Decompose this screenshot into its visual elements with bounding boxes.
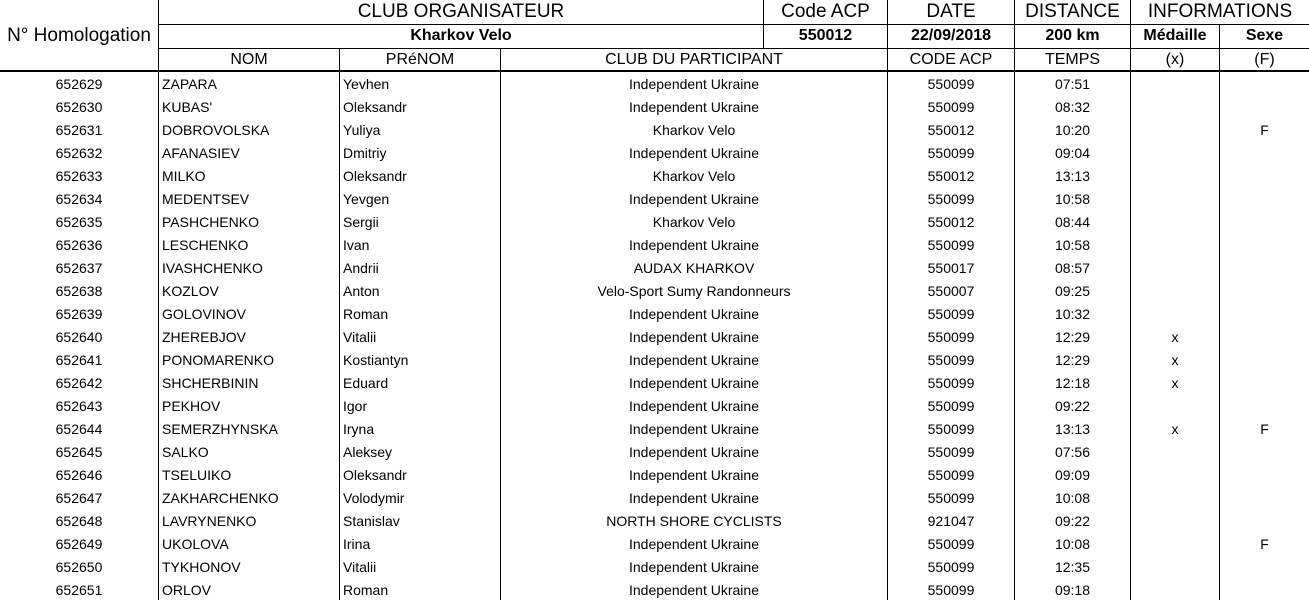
club-cell: Kharkov Velo — [652, 213, 736, 230]
date-header: DATE — [926, 1, 976, 22]
nom-cell: IVASHCHENKO — [162, 259, 263, 276]
prenom-cell: Oleksandr — [343, 167, 407, 184]
temps-cell: 13:13 — [1054, 167, 1091, 184]
nom-cell: SALKO — [162, 443, 209, 460]
medaille-cell — [1131, 279, 1219, 302]
homologation-cell: 652650 — [55, 558, 103, 575]
nom-cell: MILKO — [162, 167, 206, 184]
temps-cell: 12:29 — [1054, 351, 1091, 368]
temps-cell: 09:09 — [1054, 466, 1091, 483]
club-participant-header: CLUB DU PARTICIPANT — [605, 50, 783, 68]
homologation-cell: 652639 — [55, 305, 103, 322]
homologation-cell: 652641 — [55, 351, 103, 368]
nom-cell: ZAKHARCHENKO — [162, 489, 279, 506]
prenom-cell: Eduard — [343, 374, 389, 391]
code-acp-cell: 550099 — [927, 98, 975, 115]
nom-cell: LESCHENKO — [162, 236, 249, 253]
homologation-cell: 652647 — [55, 489, 103, 506]
homologation-cell: 652648 — [55, 512, 103, 529]
homologation-cell: 652633 — [55, 167, 103, 184]
medaille-cell — [1131, 440, 1219, 463]
table-row — [0, 325, 1309, 348]
club-cell: Independent Ukraine — [629, 305, 759, 322]
code-acp-cell: 550007 — [927, 282, 975, 299]
code-acp-cell: 550099 — [927, 236, 975, 253]
homologation-cell: 652642 — [55, 374, 103, 391]
medaille-cell — [1131, 486, 1219, 509]
table-row — [0, 302, 1309, 325]
table-row — [0, 463, 1309, 486]
table-row — [0, 141, 1309, 164]
temps-cell: 09:04 — [1054, 144, 1091, 161]
club-cell: Independent Ukraine — [629, 420, 759, 437]
prenom-cell: Yevgen — [343, 190, 390, 207]
homologation-cell: 652636 — [55, 236, 103, 253]
nom-cell: PONOMARENKO — [162, 351, 275, 368]
code-acp-cell: 550099 — [927, 581, 975, 598]
prenom-cell: Igor — [343, 397, 368, 414]
medaille-cell: x — [1171, 351, 1179, 368]
temps-cell: 12:35 — [1054, 558, 1091, 575]
prenom-cell: Dmitriy — [343, 144, 387, 161]
medaille-cell — [1131, 578, 1219, 601]
code-acp-cell: 550099 — [927, 466, 975, 483]
code-acp-header: Code ACP — [781, 1, 870, 22]
code-acp-cell: 550099 — [927, 558, 975, 575]
homologation-cell: 652634 — [55, 190, 103, 207]
sexe-cell — [1220, 302, 1309, 325]
homologation-cell: 652631 — [55, 121, 103, 138]
prenom-cell: Ivan — [343, 236, 370, 253]
prenom-cell: Vitalii — [343, 328, 377, 345]
sexe-cell: F — [1260, 535, 1269, 552]
sexe-cell: F — [1260, 420, 1269, 437]
sexe-cell — [1220, 187, 1309, 210]
code-acp-cell: 550099 — [927, 328, 975, 345]
distance-value: 200 km — [1045, 27, 1100, 44]
medaille-cell: x — [1171, 374, 1179, 391]
medaille-cell — [1131, 72, 1219, 95]
temps-cell: 08:32 — [1054, 98, 1091, 115]
homologation-cell: 652644 — [55, 420, 103, 437]
club-cell: Independent Ukraine — [629, 581, 759, 598]
nom-cell: PASHCHENKO — [162, 213, 259, 230]
table-row — [0, 256, 1309, 279]
prenom-cell: Aleksey — [343, 443, 393, 460]
table-row — [0, 279, 1309, 302]
prenom-cell: Anton — [343, 282, 380, 299]
sexe-header: Sexe — [1245, 27, 1284, 44]
sexe-cell — [1220, 164, 1309, 187]
table-row — [0, 371, 1309, 394]
nom-cell: GOLOVINOV — [162, 305, 247, 322]
temps-cell: 13:13 — [1054, 420, 1091, 437]
medaille-cell — [1131, 95, 1219, 118]
nom-cell: MEDENTSEV — [162, 190, 250, 207]
temps-cell: 12:18 — [1054, 374, 1091, 391]
club-cell: Independent Ukraine — [629, 374, 759, 391]
sexe-cell — [1220, 440, 1309, 463]
sexe-cell — [1220, 509, 1309, 532]
temps-cell: 10:58 — [1054, 190, 1091, 207]
nom-cell: TSELUIKO — [162, 466, 232, 483]
prenom-cell: Yuliya — [343, 121, 381, 138]
code-acp-column-header: CODE ACP — [909, 50, 993, 68]
code-acp-cell: 550099 — [927, 397, 975, 414]
homologation-cell: 652629 — [55, 75, 103, 92]
temps-cell: 08:57 — [1054, 259, 1091, 276]
table-row — [0, 417, 1309, 440]
code-acp-cell: 550012 — [927, 213, 975, 230]
prenom-cell: Roman — [343, 581, 389, 598]
nom-cell: SEMERZHYNSKA — [162, 420, 278, 437]
sexe-cell — [1220, 578, 1309, 601]
nom-cell: ZAPARA — [162, 75, 217, 92]
table-row — [0, 555, 1309, 578]
club-cell: Independent Ukraine — [629, 397, 759, 414]
medaille-hint: (x) — [1165, 50, 1185, 68]
code-acp-cell: 550099 — [927, 489, 975, 506]
prenom-cell: Andrii — [343, 259, 379, 276]
nom-cell: ORLOV — [162, 581, 212, 598]
temps-cell: 08:44 — [1054, 213, 1091, 230]
prenom-cell: Stanislav — [343, 512, 400, 529]
nom-cell: LAVRYNENKO — [162, 512, 257, 529]
prenom-cell: Sergii — [343, 213, 379, 230]
sexe-cell — [1220, 72, 1309, 95]
club-cell: AUDAX KHARKOV — [633, 259, 755, 276]
club-organisateur-header: CLUB ORGANISATEUR — [357, 1, 565, 22]
medaille-cell — [1131, 233, 1219, 256]
prenom-cell: Oleksandr — [343, 466, 407, 483]
medaille-cell — [1131, 302, 1219, 325]
temps-cell: 07:56 — [1054, 443, 1091, 460]
temps-cell: 10:58 — [1054, 236, 1091, 253]
nom-cell: AFANASIEV — [162, 144, 240, 161]
code-acp-cell: 921047 — [927, 512, 975, 529]
sexe-cell — [1220, 348, 1309, 371]
medaille-cell: x — [1171, 420, 1179, 437]
club-cell: Independent Ukraine — [629, 558, 759, 575]
club-cell: Kharkov Velo — [652, 167, 736, 184]
date-value: 22/09/2018 — [910, 27, 992, 44]
table-row — [0, 233, 1309, 256]
table-row — [0, 210, 1309, 233]
nom-cell: SHCHERBININ — [162, 374, 259, 391]
medaille-cell — [1131, 463, 1219, 486]
temps-cell: 10:08 — [1054, 535, 1091, 552]
table-row — [0, 72, 1309, 95]
nom-cell: KUBAS' — [162, 98, 213, 115]
prenom-cell: Iryna — [343, 420, 375, 437]
sexe-cell — [1220, 233, 1309, 256]
code-acp-cell: 550099 — [927, 144, 975, 161]
medaille-cell — [1131, 394, 1219, 417]
table-row — [0, 486, 1309, 509]
sexe-cell — [1220, 279, 1309, 302]
temps-cell: 10:32 — [1054, 305, 1091, 322]
prenom-cell: Yevhen — [343, 75, 390, 92]
table-row — [0, 187, 1309, 210]
club-cell: Independent Ukraine — [629, 466, 759, 483]
club-cell: Independent Ukraine — [629, 328, 759, 345]
temps-cell: 10:08 — [1054, 489, 1091, 506]
medaille-cell — [1131, 532, 1219, 555]
club-cell: Independent Ukraine — [629, 443, 759, 460]
informations-header: INFORMATIONS — [1147, 1, 1293, 22]
table-row — [0, 118, 1309, 141]
table-row — [0, 532, 1309, 555]
prenom-header: PRéNOM — [385, 50, 455, 68]
code-acp-cell: 550099 — [927, 374, 975, 391]
medaille-cell — [1131, 164, 1219, 187]
nom-header: NOM — [230, 50, 268, 68]
prenom-cell: Roman — [343, 305, 389, 322]
prenom-cell: Irina — [343, 535, 371, 552]
temps-cell: 09:22 — [1054, 397, 1091, 414]
temps-cell: 07:51 — [1054, 75, 1091, 92]
club-cell: Independent Ukraine — [629, 236, 759, 253]
table-row — [0, 440, 1309, 463]
club-cell: Independent Ukraine — [629, 75, 759, 92]
medaille-cell — [1131, 141, 1219, 164]
code-acp-cell: 550017 — [927, 259, 975, 276]
homologation-cell: 652637 — [55, 259, 103, 276]
sexe-cell — [1220, 371, 1309, 394]
club-cell: Independent Ukraine — [629, 535, 759, 552]
temps-cell: 09:18 — [1054, 581, 1091, 598]
homologation-cell: 652643 — [55, 397, 103, 414]
homologation-cell: 652635 — [55, 213, 103, 230]
table-row — [0, 164, 1309, 187]
temps-cell: 12:29 — [1054, 328, 1091, 345]
sexe-cell: F — [1260, 121, 1269, 138]
code-acp-cell: 550099 — [927, 443, 975, 460]
medaille-cell — [1131, 256, 1219, 279]
homologation-cell: 652630 — [55, 98, 103, 115]
sexe-cell — [1220, 256, 1309, 279]
nom-cell: DOBROVOLSKA — [162, 121, 270, 138]
medaille-cell — [1131, 118, 1219, 141]
club-organisateur-value: Kharkov Velo — [410, 27, 512, 44]
medaille-cell — [1131, 509, 1219, 532]
prenom-cell: Volodymir — [343, 489, 405, 506]
temps-cell: 09:22 — [1054, 512, 1091, 529]
code-acp-cell: 550012 — [927, 121, 975, 138]
code-acp-cell: 550099 — [927, 351, 975, 368]
table-row — [0, 95, 1309, 118]
homologation-header: N° Homologation — [7, 25, 151, 46]
table-row — [0, 509, 1309, 532]
sexe-cell — [1220, 325, 1309, 348]
medaille-header: Médaille — [1143, 27, 1207, 44]
homologation-cell: 652651 — [55, 581, 103, 598]
homologation-cell: 652646 — [55, 466, 103, 483]
sexe-cell — [1220, 486, 1309, 509]
club-cell: Independent Ukraine — [629, 190, 759, 207]
prenom-cell: Kostiantyn — [343, 351, 409, 368]
homologation-cell: 652649 — [55, 535, 103, 552]
prenom-cell: Vitalii — [343, 558, 377, 575]
column-divider — [763, 0, 764, 48]
table-row — [0, 578, 1309, 600]
club-cell: Velo-Sport Sumy Randonneurs — [597, 282, 791, 299]
medaille-cell — [1131, 555, 1219, 578]
medaille-cell — [1131, 187, 1219, 210]
homologation-cell: 652638 — [55, 282, 103, 299]
homologation-cell: 652632 — [55, 144, 103, 161]
nom-cell: ZHEREBJOV — [162, 328, 247, 345]
nom-cell: PEKHOV — [162, 397, 221, 414]
code-acp-cell: 550099 — [927, 190, 975, 207]
header-divider-1 — [159, 24, 1309, 25]
temps-header: TEMPS — [1044, 50, 1101, 68]
sexe-cell — [1220, 463, 1309, 486]
nom-cell: UKOLOVA — [162, 535, 229, 552]
homologation-cell: 652640 — [55, 328, 103, 345]
medaille-cell: x — [1171, 328, 1179, 345]
temps-cell: 10:20 — [1054, 121, 1091, 138]
club-cell: Independent Ukraine — [629, 351, 759, 368]
homologation-cell: 652645 — [55, 443, 103, 460]
sexe-cell — [1220, 210, 1309, 233]
header-divider-2 — [159, 48, 1309, 49]
club-cell: Independent Ukraine — [629, 98, 759, 115]
sexe-hint: (F) — [1254, 50, 1275, 68]
medaille-cell — [1131, 210, 1219, 233]
club-cell: NORTH SHORE CYCLISTS — [606, 512, 782, 529]
code-acp-cell: 550099 — [927, 75, 975, 92]
nom-cell: TYKHONOV — [162, 558, 241, 575]
club-cell: Kharkov Velo — [652, 121, 736, 138]
sexe-cell — [1220, 141, 1309, 164]
prenom-cell: Oleksandr — [343, 98, 407, 115]
distance-header: DISTANCE — [1025, 1, 1120, 22]
sexe-cell — [1220, 95, 1309, 118]
code-acp-cell: 550012 — [927, 167, 975, 184]
club-cell: Independent Ukraine — [629, 144, 759, 161]
sexe-cell — [1220, 555, 1309, 578]
code-acp-value: 550012 — [798, 27, 853, 44]
club-cell: Independent Ukraine — [629, 489, 759, 506]
nom-cell: KOZLOV — [162, 282, 219, 299]
temps-cell: 09:25 — [1054, 282, 1091, 299]
code-acp-cell: 550099 — [927, 535, 975, 552]
code-acp-cell: 550099 — [927, 420, 975, 437]
code-acp-cell: 550099 — [927, 305, 975, 322]
table-row — [0, 394, 1309, 417]
sexe-cell — [1220, 394, 1309, 417]
table-row — [0, 348, 1309, 371]
